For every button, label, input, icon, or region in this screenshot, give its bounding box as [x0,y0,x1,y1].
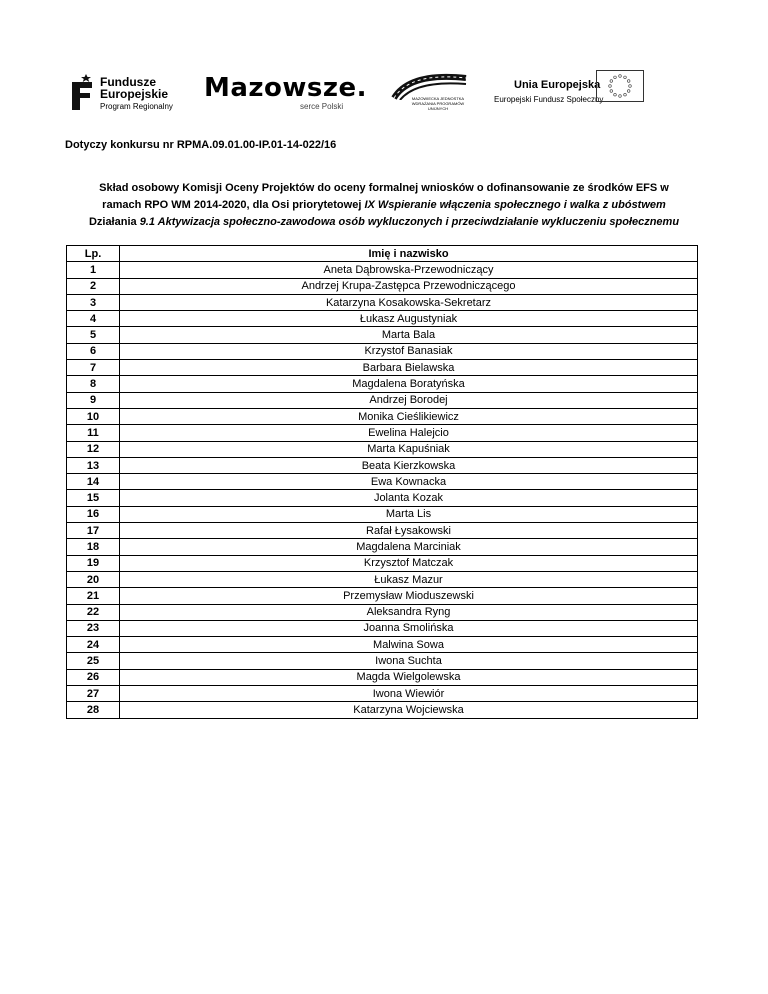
member-name: Malwina Sowa [120,637,698,653]
fundusze-line1: Fundusze [100,75,156,89]
table-header-row [67,246,698,262]
contest-number: Dotyczy konkursu nr RPMA.09.01.00-IP.01-14-022/16 [65,139,337,151]
member-name: Katarzyna Kosakowska-Sekretarz [120,294,698,310]
row-number: 2 [67,278,120,294]
table-row [67,441,698,457]
table-row [67,620,698,636]
table-row [67,262,698,278]
member-name: Barbara Bielawska [120,360,698,376]
fundusze-line3: Program Regionalny [100,102,173,111]
ue-subtitle: Europejski Fundusz Społeczny [494,95,604,104]
heading-line2-text: ramach RPO WM 2014-2020, dla Osi priorytetowej [102,199,365,211]
row-number: 4 [67,311,120,327]
header-name: Imię i nazwisko [120,246,698,262]
table-row [67,686,698,702]
table-row [67,311,698,327]
row-number: 23 [67,620,120,636]
member-name: Jolanta Kozak [120,490,698,506]
row-number: 19 [67,555,120,571]
member-name: Marta Bala [120,327,698,343]
heading-line3-action: 9.1 Aktywizacja społeczno-zawodowa osób wykluczonych i przeciwdziałanie wykluczeniu społecznemu [139,216,680,228]
row-number: 27 [67,686,120,702]
member-name: Łukasz Augustyniak [120,311,698,327]
table-body [67,262,698,718]
row-number: 3 [67,294,120,310]
row-number: 1 [67,262,120,278]
member-name: Krzysztof Matczak [120,555,698,571]
member-name: Krzystof Banasiak [120,343,698,359]
mazowsze-subtitle: serce Polski [300,102,344,111]
row-number: 5 [67,327,120,343]
row-number: 25 [67,653,120,669]
row-number: 24 [67,637,120,653]
table-row [67,490,698,506]
member-name: Monika Cieślikiewicz [120,408,698,424]
row-number: 12 [67,441,120,457]
member-name: Magdalena Boratyńska [120,376,698,392]
eu-flag-icon [596,70,644,102]
row-number: 6 [67,343,120,359]
heading-line3-text: Działania [88,216,140,228]
logo-bar [64,68,684,118]
member-name: Katarzyna Wojciewska [120,702,698,718]
table-row [67,343,698,359]
row-number: 14 [67,474,120,490]
table-row [67,294,698,310]
member-name: Aneta Dąbrowska-Przewodniczący [120,262,698,278]
document-heading [40,180,728,231]
member-name: Marta Lis [120,506,698,522]
heading-line2-axis: IX Wspieranie włączenia społecznego i walka z ubóstwem [364,199,666,211]
table-row [67,474,698,490]
member-name: Andrzej Krupa-Zastępca Przewodniczącego [120,278,698,294]
member-name: Joanna Smolińska [120,620,698,636]
row-number: 20 [67,571,120,587]
fundusze-line2: Europejskie [100,87,169,101]
table-row [67,392,698,408]
row-number: 22 [67,604,120,620]
mazowsze-wordmark: Mazowsze. [204,73,368,103]
member-name: Przemysław Mioduszewski [120,588,698,604]
heading-line3 [40,214,728,231]
table-row [67,360,698,376]
member-name: Iwona Suchta [120,653,698,669]
unia-europejska-logo [492,74,642,114]
row-number: 7 [67,360,120,376]
row-number: 18 [67,539,120,555]
table-row [67,457,698,473]
table-row [67,588,698,604]
member-name: Andrzej Borodej [120,392,698,408]
member-name: Beata Kierzkowska [120,457,698,473]
member-name: Łukasz Mazur [120,571,698,587]
table-row [67,425,698,441]
table-row [67,327,698,343]
mazowsze-logo [204,68,368,114]
member-name: Marta Kapuśniak [120,441,698,457]
table-row [67,506,698,522]
member-name: Ewa Kownacka [120,474,698,490]
row-number: 9 [67,392,120,408]
table-row [67,571,698,587]
row-number: 28 [67,702,120,718]
table-row [67,604,698,620]
mjwpu-logo [390,68,500,114]
mjwpu-text: MAZOWIECKA JEDNOSTKA WDRAŻANIA PROGRAMÓW UNIJNYCH [411,96,465,111]
table-row [67,669,698,685]
row-number: 16 [67,506,120,522]
row-number: 17 [67,523,120,539]
member-name: Magda Wielgolewska [120,669,698,685]
table-row [67,376,698,392]
table-row [67,278,698,294]
table-row [67,523,698,539]
fundusze-europejskie-mark-icon [72,74,94,110]
table-row [67,637,698,653]
row-number: 26 [67,669,120,685]
table-row [67,539,698,555]
members-table [66,245,698,719]
table-row [67,702,698,718]
table-row [67,653,698,669]
row-number: 21 [67,588,120,604]
row-number: 13 [67,457,120,473]
table-row [67,555,698,571]
row-number: 11 [67,425,120,441]
table-row [67,408,698,424]
member-name: Aleksandra Ryng [120,604,698,620]
header-lp: Lp. [67,246,120,262]
fundusze-europejskie-logo [64,70,194,114]
row-number: 15 [67,490,120,506]
ue-title: Unia Europejska [514,79,601,91]
member-name: Iwona Wiewiór [120,686,698,702]
row-number: 10 [67,408,120,424]
heading-line2 [40,197,728,214]
member-name: Rafał Łysakowski [120,523,698,539]
member-name: Ewelina Halejcio [120,425,698,441]
row-number: 8 [67,376,120,392]
member-name: Magdalena Marciniak [120,539,698,555]
heading-line1: Skład osobowy Komisji Oceny Projektów do oceny formalnej wniosków o dofinansowanie ze środków EFS w [99,182,669,194]
